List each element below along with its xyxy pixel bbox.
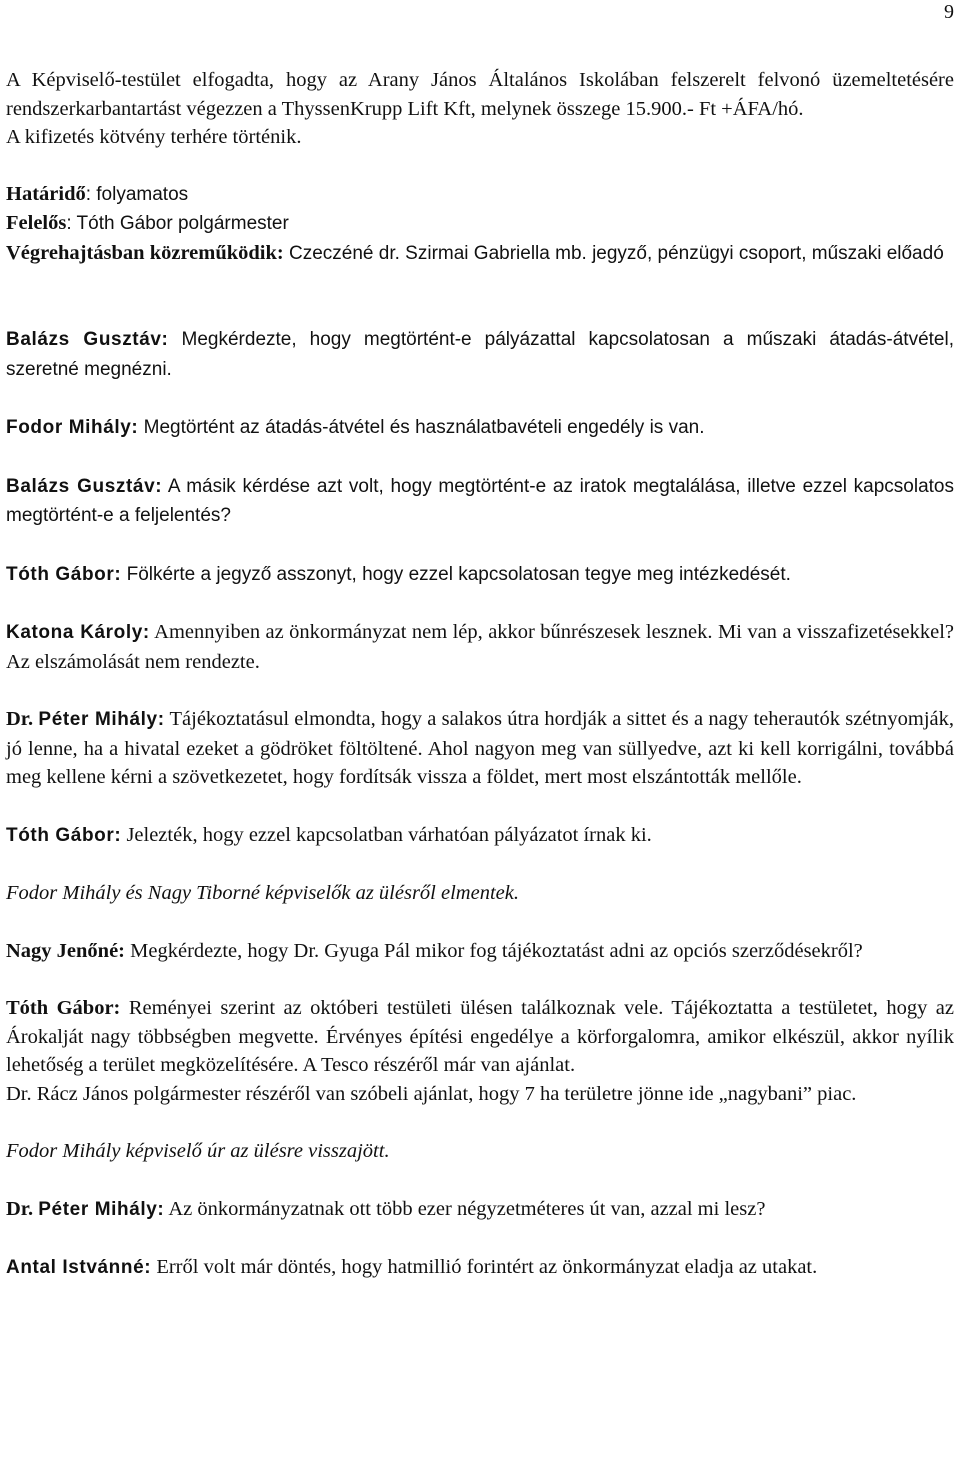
speaker-name: Balázs Gusztáv: — [6, 329, 169, 350]
speaker-name: Péter Mihály: — [38, 1198, 165, 1220]
speaker-name: Katona Károly: — [6, 622, 150, 643]
speech-entry — [6, 994, 954, 1080]
document-body — [6, 66, 954, 1283]
speech-entry — [6, 937, 954, 966]
speaker-name: Tóth Gábor: — [6, 824, 122, 846]
executor-label: Végrehajtásban közreműködik: — [6, 241, 284, 264]
executor-line — [6, 239, 954, 269]
page-number: 9 — [944, 1, 954, 23]
speech-text: Megkérdezte, hogy Dr. Gyuga Pál mikor fog tájékoztatást adni az opciós szerződésekről? — [125, 939, 863, 962]
responsible-value: : Tóth Gábor polgármester — [66, 213, 289, 234]
resolution-text: A Képviselő-testület elfogadta, hogy az Arany János Általános Iskolában felszerelt felvonó üzemeltetésére rendszerkarbantartást végezzen a ThyssenKrupp Lift Kft, melynek összege 15.900.- Ft +ÁFA/hó. — [6, 69, 954, 120]
payment-note: A kifizetés kötvény terhére történik. — [6, 126, 302, 148]
speech-text: Reményei szerint az októberi testületi ülésen találkoznak vele. Tájékoztatta a testületet, hogy az Árokalját nagy többségben megvette. Érvényes építési engedélye a körforgalomra, amikor elkészül, akkor nyílik lehetőség a terület megközelítésére. A Tesco részéről már van ajánlat. — [6, 997, 954, 1076]
speech-continuation: Dr. Rácz János polgármester részéről van szóbeli ajánlat, hogy 7 ha területre jönne ide „nagybani” piac. — [6, 1082, 857, 1105]
speech-text: Megtörtént az átadás-átvétel és használatbavételi engedély is van. — [138, 417, 705, 438]
speech-entry — [6, 325, 954, 384]
speaker-name: Tóth Gábor: — [6, 997, 121, 1019]
speaker-name: Péter Mihály: — [38, 709, 165, 730]
speaker-name: Tóth Gábor: — [6, 563, 122, 585]
speech-text: A másik kérdése azt volt, hogy megtörtént-e az iratok megtalálása, illetve ezzel kapcsolatos megtörtént-e a feljelentés? — [6, 475, 954, 526]
deadline-label: Határidő — [6, 182, 86, 205]
speech-entry — [6, 560, 954, 590]
speech-text: Tájékoztatásul elmondta, hogy a salakos útra hordják a sittet és a nagy teherautók szétnyomják, jó lenne, ha a hivatal ezeket a gödröket föltöltené. Ahol nagyon meg van süllyedve, azt ki kell korrigálni, továbbá meg kellene kérni a szövetkezetet, hogy fordítsák vissza a földet, mert most elszántották mellőle. — [6, 708, 954, 788]
speech-text: Az önkormányzatnak ott több ezer négyzetméteres út van, azzal mi lesz? — [164, 1197, 766, 1220]
speaker-name: Antal Istvánné: — [6, 1257, 152, 1278]
speech-entry — [6, 618, 954, 676]
speech-text: Erről volt már döntés, hogy hatmillió forintért az önkormányzat eladja az utakat. — [151, 1256, 818, 1278]
speech-text: Jelezték, hogy ezzel kapcsolatban várhatóan pályázatot írnak ki. — [121, 823, 652, 846]
speech-text: Megkérdezte, hogy megtörtént-e pályázattal kapcsolatosan a műszaki átadás-átvétel, szeretné megnézni. — [6, 329, 954, 380]
executor-value: Czeczéné dr. Szirmai Gabriella mb. jegyző, pénzügyi csoport, műszaki előadó — [283, 242, 944, 264]
responsible-label: Felelős — [6, 212, 67, 234]
speaker-name: Nagy Jenőné: — [6, 939, 126, 962]
speaker-prefix: Dr. — [6, 708, 34, 730]
speech-entry — [6, 413, 954, 443]
speaker-prefix: Dr. — [6, 1197, 34, 1220]
speech-entry — [6, 705, 954, 792]
procedural-note: Fodor Mihály és Nagy Tiborné képviselők az ülésről elmentek. — [6, 882, 519, 904]
speaker-name: Fodor Mihály: — [6, 417, 139, 438]
deadline-value: : folyamatos — [85, 183, 189, 205]
speech-entry — [6, 821, 954, 851]
responsible-line — [6, 209, 954, 239]
speech-entry — [6, 472, 954, 531]
procedural-note: Fodor Mihály képviselő úr az ülésre visszajött. — [6, 1140, 390, 1162]
speech-entry — [6, 1195, 954, 1225]
speech-text: Fölkérte a jegyző asszonyt, hogy ezzel kapcsolatosan tegye meg intézkedését. — [121, 563, 791, 585]
deadline-line — [6, 180, 954, 210]
speaker-name: Balázs Gusztáv: — [6, 475, 163, 497]
speech-entry — [6, 1253, 954, 1283]
speech-text: Amennyiben az önkormányzat nem lép, akkor bűnrészesek lesznek. Mi van a visszafizetésekkel? Az elszámolását nem rendezte. — [6, 621, 954, 673]
